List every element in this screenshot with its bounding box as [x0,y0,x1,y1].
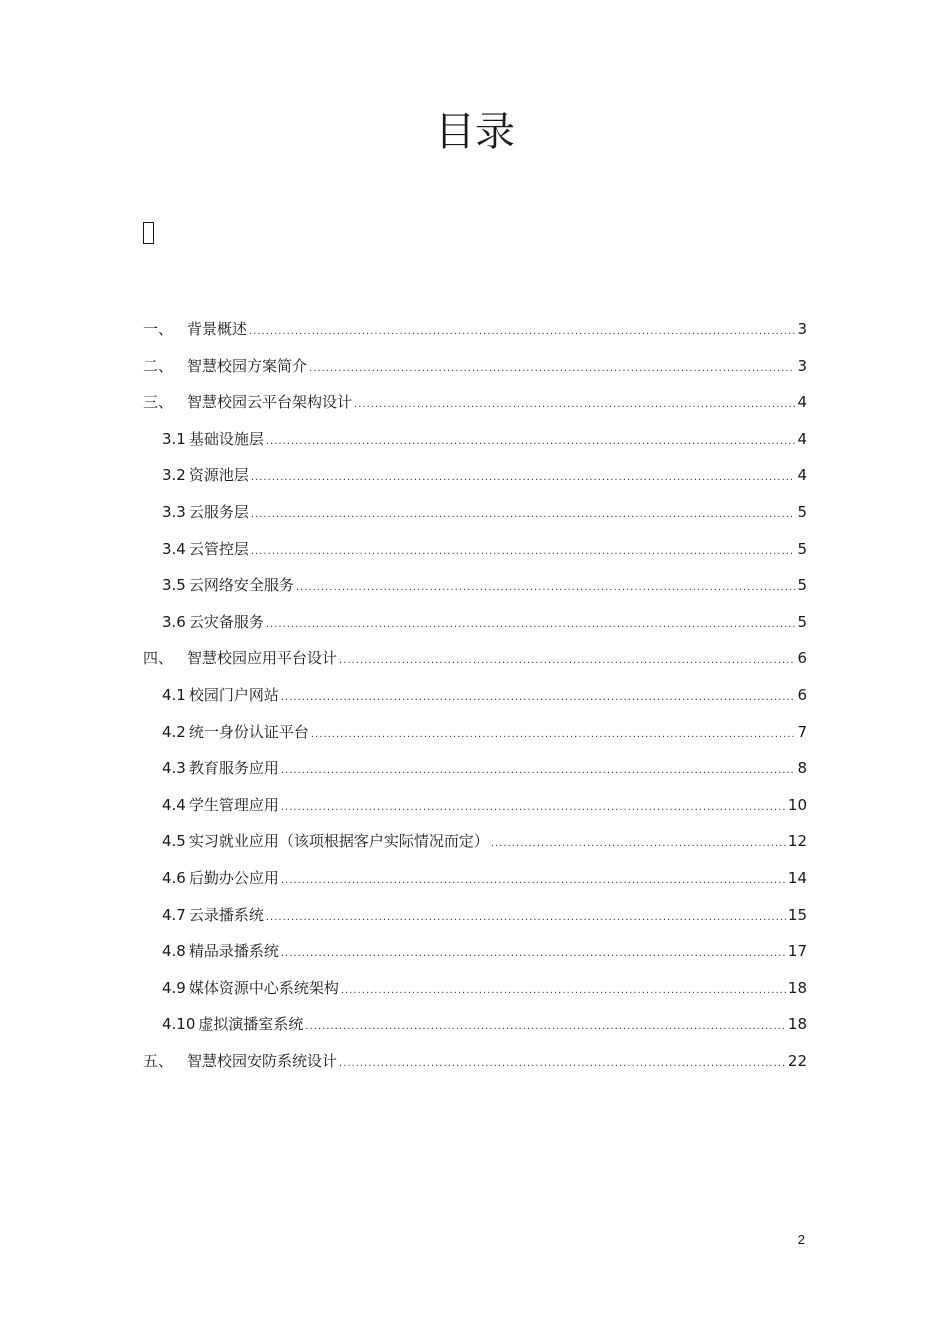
toc-entry-page: 17 [787,942,807,961]
toc-entry-title: 云灾备服务 [188,612,264,631]
toc-entry[interactable] [143,680,807,717]
toc-entry-page: 5 [797,576,807,595]
toc-entry-number: 3.1 [162,429,186,448]
toc-entry-number: 3.3 [162,502,186,521]
toc-entry-number: 4.6 [162,868,186,887]
toc-dot-leader [251,463,795,493]
toc-dot-leader [266,427,795,457]
toc-dot-leader [266,610,795,640]
toc-entry-title: 背景概述 [187,320,248,338]
toc-entry-page: 6 [797,685,807,704]
toc-entry-title: 云网络安全服务 [188,576,294,595]
toc-entry-title: 虚拟演播室系统 [198,1015,304,1034]
toc-entry[interactable] [143,1009,807,1046]
toc-entry-number: 二、 [143,356,174,375]
toc-entry-title: 学生管理应用 [188,795,279,814]
toc-dot-leader [296,573,795,603]
toc-dot-leader [251,537,795,567]
toc-entry[interactable] [143,826,807,863]
toc-entry-page: 10 [787,795,807,814]
toc-entry-page: 18 [787,978,807,997]
toc-entry[interactable] [143,314,807,351]
toc-entry-page: 4 [797,393,807,412]
toc-entry-number: 4.2 [162,722,186,741]
toc-entry-page: 12 [787,832,807,851]
toc-dot-leader [339,1049,786,1079]
toc-entry-page: 7 [797,722,807,741]
toc-entry-page: 4 [797,429,807,448]
toc-entry-title: 后勤办公应用 [188,868,279,887]
toc-dot-leader [311,720,795,750]
toc-entry-title: 媒体资源中心系统架构 [188,978,339,997]
toc-dot-leader [339,646,795,676]
toc-dot-leader [249,317,795,347]
toc-entry-title: 云服务层 [188,502,249,521]
toc-entry-number: 4.1 [162,685,186,704]
toc-entry-title: 智慧校园安防系统设计 [187,1051,338,1070]
toc-dot-leader [354,390,795,420]
toc-dot-leader [341,976,786,1006]
toc-dot-leader [491,829,786,859]
toc-entry-page: 5 [797,612,807,631]
toc-entry[interactable] [143,973,807,1010]
toc-entry[interactable] [143,607,807,644]
toc-entry-number: 4.4 [162,795,186,814]
toc-dot-leader [281,756,795,786]
page-title: 目录 [435,109,515,155]
toc-dot-leader [309,354,795,384]
toc-entry-page: 3 [797,320,807,338]
toc-entry-number: 4.9 [162,978,186,997]
toc-entry-title: 精品录播系统 [188,942,279,961]
page-number: 2 [797,1232,805,1247]
toc-entry-page: 18 [787,1015,807,1034]
toc-entry[interactable] [143,863,807,900]
toc-entry-page: 8 [797,759,807,778]
toc-entry[interactable] [143,900,807,937]
toc-entry-title: 校园门户网站 [188,685,279,704]
toc-entry[interactable] [143,717,807,754]
toc-dot-leader [281,866,786,896]
toc-dot-leader [251,500,795,530]
toc-entry[interactable] [143,1046,807,1083]
toc-entry-number: 五、 [143,1051,174,1070]
toc-entry[interactable] [143,460,807,497]
toc-dot-leader [281,793,786,823]
toc-entry-title: 基础设施层 [188,429,264,448]
toc-dot-leader [281,683,795,713]
toc-entry-title: 统一身份认证平台 [188,722,309,741]
toc-entry-number: 4.8 [162,942,186,961]
toc-dot-leader [281,939,786,969]
toc-entry-title: 智慧校园方案简介 [187,356,308,375]
toc-entry-number: 四、 [143,649,174,668]
toc-entry-number: 3.6 [162,612,186,631]
toc-entry[interactable] [143,790,807,827]
toc-entry-number: 3.4 [162,539,186,558]
toc-entry-title: 云录播系统 [188,905,264,924]
toc-entry-page: 6 [797,649,807,668]
toc-entry-number: 三、 [143,393,174,412]
toc-entry[interactable] [143,497,807,534]
toc-entry[interactable] [143,936,807,973]
toc-entry-title: 智慧校园云平台架构设计 [187,393,353,412]
toc-entry-page: 3 [797,356,807,375]
toc-entry[interactable] [143,424,807,461]
toc-dot-leader [266,903,786,933]
toc-entry-number: 3.5 [162,576,186,595]
toc-entry-page: 22 [787,1051,807,1070]
toc-entry-number: 一、 [143,320,174,338]
toc-entry-title: 实习就业应用（该项根据客户实际情况而定） [188,832,489,851]
toc-entry-number: 4.5 [162,832,186,851]
toc-entry-title: 云管控层 [188,539,249,558]
toc-dot-leader [305,1012,785,1042]
toc-entry-page: 4 [797,466,807,485]
toc-entry-number: 4.10 [162,1015,196,1034]
toc-entry[interactable] [143,643,807,680]
missing-glyph-icon [143,222,154,244]
toc-entry-number: 4.3 [162,759,186,778]
toc-entry-number: 3.2 [162,466,186,485]
toc-entry[interactable] [143,351,807,388]
toc-entry-page: 5 [797,502,807,521]
toc-entry[interactable] [143,387,807,424]
toc-entry[interactable] [143,570,807,607]
toc-entry-page: 14 [787,868,807,887]
toc-entry[interactable] [143,534,807,571]
toc-entry-number: 4.7 [162,905,186,924]
table-of-contents [143,314,807,1082]
toc-entry-title: 智慧校园应用平台设计 [187,649,338,668]
toc-entry-title: 资源池层 [188,466,249,485]
toc-entry-page: 15 [787,905,807,924]
toc-entry-title: 教育服务应用 [188,759,279,778]
toc-entry[interactable] [143,753,807,790]
toc-entry-page: 5 [797,539,807,558]
